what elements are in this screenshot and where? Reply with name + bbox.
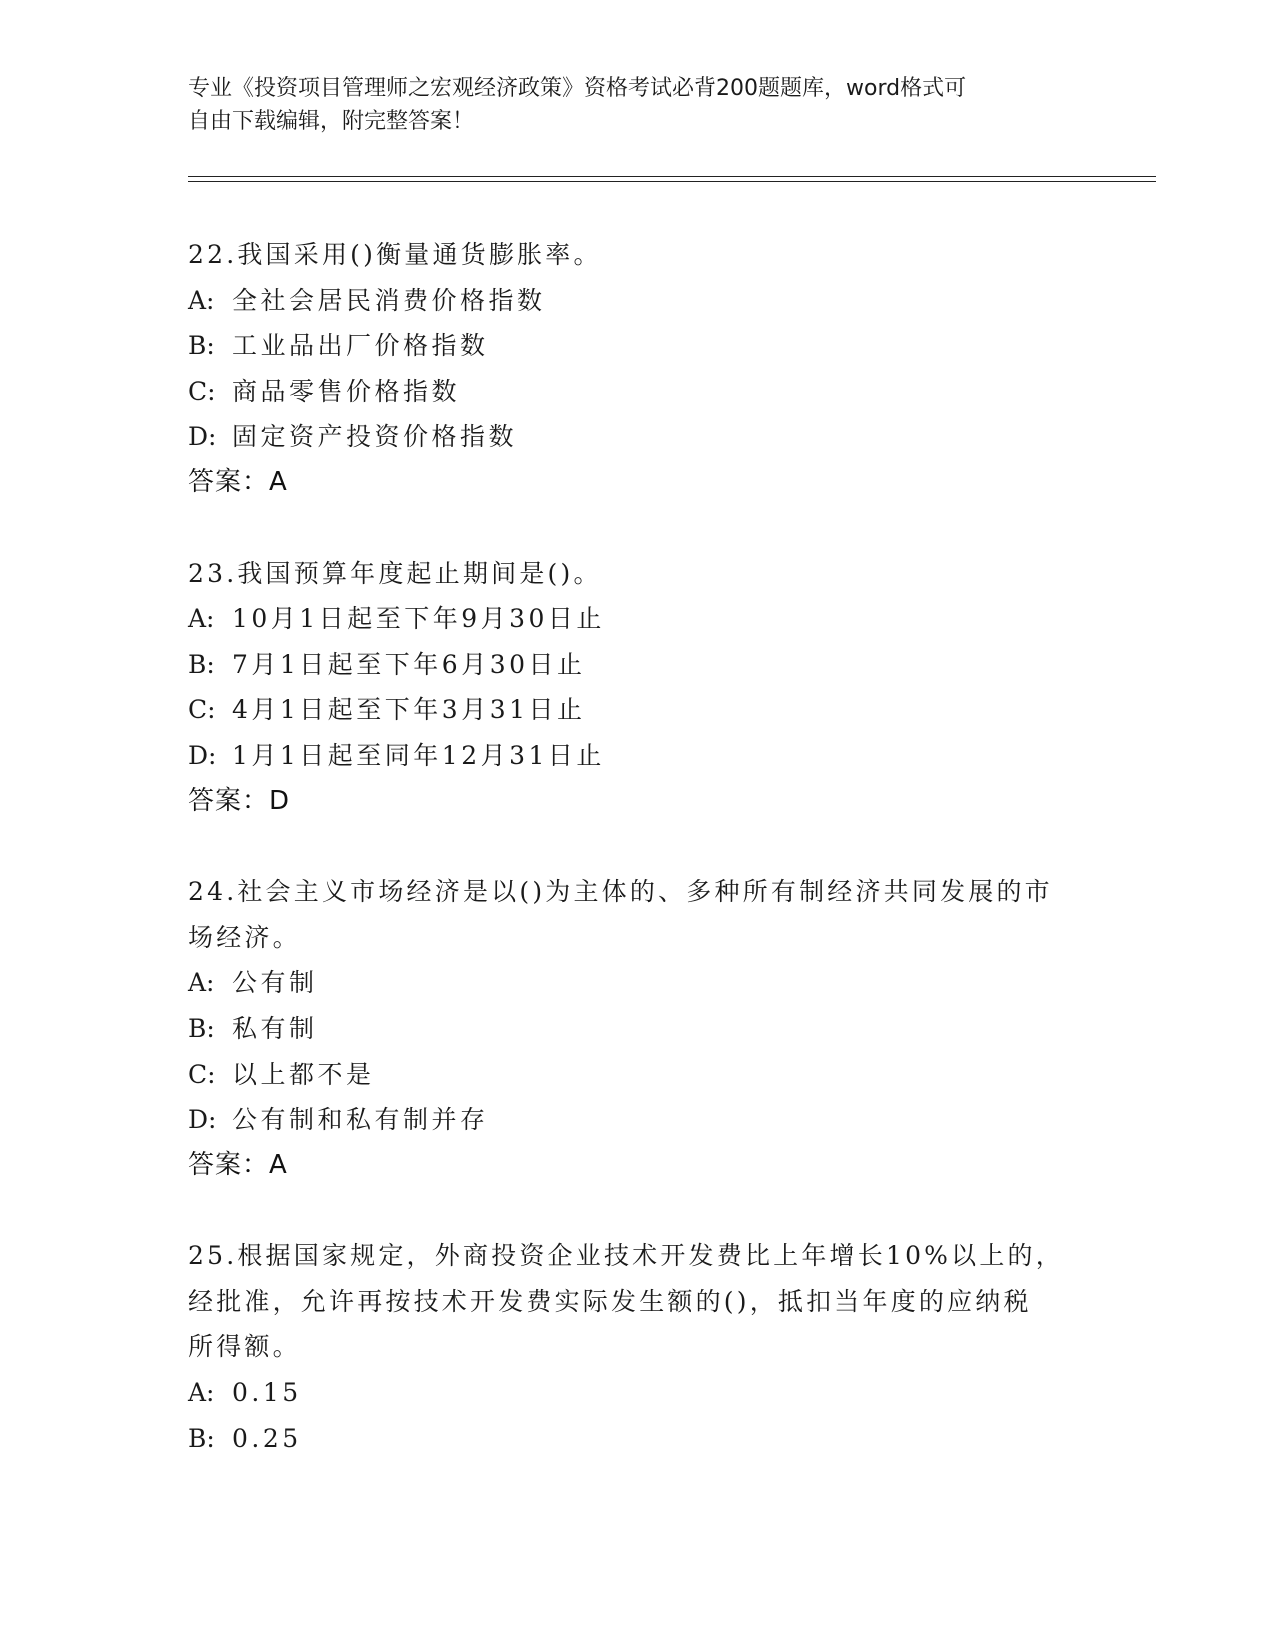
option-b: [188, 1416, 1088, 1462]
option-text: 10月1日起至下年9月30日止: [232, 604, 605, 634]
option-a: [188, 1370, 1088, 1416]
option-letter: C:: [188, 1059, 216, 1089]
option-b: [188, 323, 1088, 369]
option-text: 以上都不是: [232, 1059, 375, 1089]
option-letter: B:: [188, 331, 215, 361]
option-a: [188, 960, 1088, 1006]
option-letter: C:: [188, 376, 216, 406]
option-b: [188, 642, 1088, 688]
question-22: [188, 232, 1088, 506]
question-stem: 24.社会主义市场经济是以()为主体的、多种所有制经济共同发展的市: [188, 877, 1053, 907]
option-letter: C:: [188, 695, 216, 725]
option-letter: A:: [188, 1378, 215, 1408]
option-a: [188, 278, 1088, 324]
option-letter: A:: [188, 285, 215, 315]
option-text: 0.15: [232, 1378, 302, 1408]
question-stem: 22.我国采用()衡量通货膨胀率。: [188, 240, 602, 269]
option-c: [188, 1052, 1088, 1098]
option-d: [188, 1097, 1088, 1143]
option-text: 商品零售价格指数: [232, 376, 461, 406]
option-letter: B:: [188, 1423, 215, 1453]
header-divider-bottom: [188, 181, 1156, 182]
option-letter: A:: [188, 604, 215, 634]
option-a: [188, 596, 1088, 642]
option-letter: D:: [188, 422, 217, 452]
option-letter: A:: [188, 968, 215, 998]
option-text: 私有制: [232, 1013, 318, 1043]
option-text: 全社会居民消费价格指数: [232, 285, 546, 315]
option-c: [188, 687, 1088, 733]
document-header: [188, 72, 1088, 138]
option-text: 4月1日起至下年3月31日止: [232, 695, 586, 725]
option-letter: B:: [188, 649, 215, 679]
option-text: 1月1日起至同年12月31日止: [232, 740, 605, 770]
question-25: [188, 1233, 1088, 1461]
option-b: [188, 1006, 1088, 1052]
option-text: 工业品出厂价格指数: [232, 331, 489, 361]
header-title-line-1: 专业《投资项目管理师之宏观经济政策》资格考试必背200题题库，word格式可: [188, 76, 967, 101]
question-stem: 25.根据国家规定，外商投资企业技术开发费比上年增长10%以上的，: [188, 1241, 1064, 1271]
option-text: 公有制: [232, 968, 318, 998]
question-list: [188, 232, 1088, 1506]
question-23: [188, 551, 1088, 825]
header-title-line-2: 自由下载编辑，附完整答案！: [188, 109, 475, 134]
answer-line: 答案：D: [188, 785, 291, 816]
option-text: 7月1日起至下年6月30日止: [232, 649, 586, 679]
header-divider-top: [188, 176, 1156, 177]
option-d: [188, 733, 1088, 779]
answer-line: 答案：A: [188, 466, 288, 497]
option-letter: B:: [188, 1013, 215, 1043]
question-24: [188, 869, 1088, 1188]
answer-line: 答案：A: [188, 1149, 288, 1180]
question-stem-continued: 场经济。: [188, 922, 301, 952]
question-stem-continued: 所得额。: [188, 1332, 301, 1362]
question-stem: 23.我国预算年度起止期间是()。: [188, 558, 602, 588]
option-d: [188, 414, 1088, 460]
question-stem-continued: 经批准，允许再按技术开发费实际发生额的()，抵扣当年度的应纳税: [188, 1286, 1032, 1316]
option-text: 公有制和私有制并存: [232, 1105, 489, 1135]
option-text: 固定资产投资价格指数: [232, 422, 518, 452]
option-text: 0.25: [232, 1423, 302, 1453]
option-letter: D:: [188, 740, 217, 770]
option-c: [188, 369, 1088, 415]
option-letter: D:: [188, 1105, 217, 1135]
